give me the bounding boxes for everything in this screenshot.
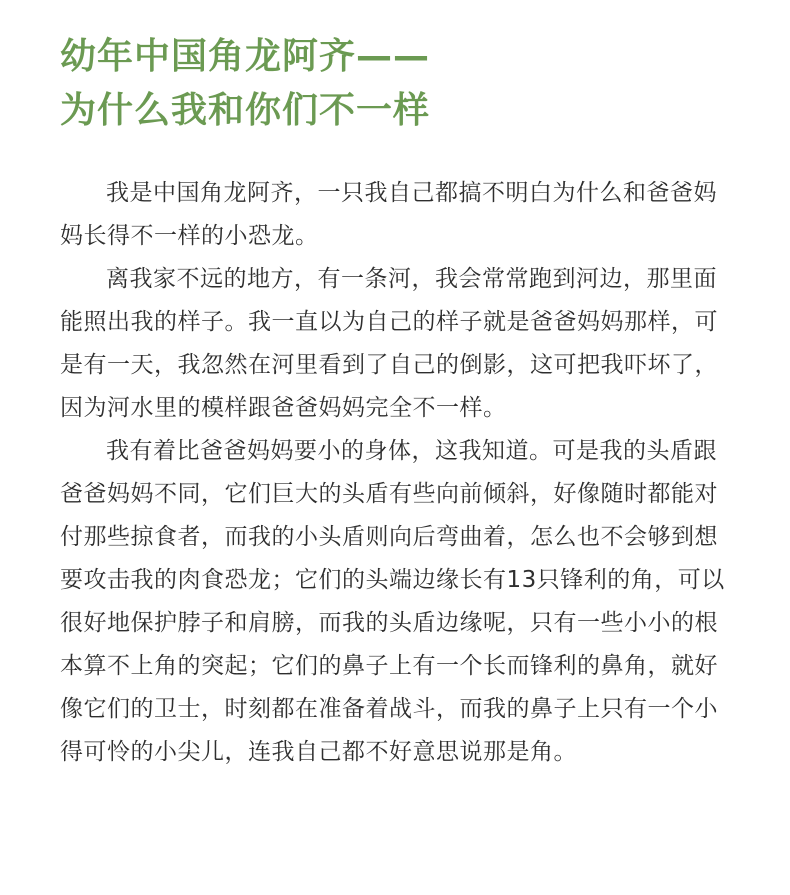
paragraph-2: 离我家不远的地方，有一条河，我会常常跑到河边，那里面能照出我的样子。我一直以为自己的样子就是爸爸妈妈那样，可是有一天，我忽然在河里看到了自己的倒影，这可把我吓坏了，因为河水里的模样跟爸爸妈妈完全不一样。 bbox=[60, 266, 718, 421]
chapter-title-line-2: 为什么我和你们不一样 bbox=[60, 90, 431, 131]
story-body bbox=[60, 172, 740, 774]
chapter-title-line-1: 幼年中国角龙阿齐—— bbox=[60, 36, 431, 77]
chapter-title bbox=[60, 30, 430, 138]
paragraph-1: 我是中国角龙阿齐，一只我自己都搞不明白为什么和爸爸妈妈长得不一样的小恐龙。 bbox=[60, 180, 717, 249]
paragraph-3: 我有着比爸爸妈妈要小的身体，这我知道。可是我的头盾跟爸爸妈妈不同，它们巨大的头盾有些向前倾斜，好像随时都能对付那些掠食者，而我的小头盾则向后弯曲着，怎么也不会够到想要攻击我的肉食恐龙；它们的头端边缘长有13只锋利的角，可以很好地保护脖子和肩膀，而我的头盾边缘呢，只有一些小小的根本算不上角的突起；它们的鼻子上有一个长而锋利的鼻角，就好像它们的卫士，时刻都在准备着战斗，而我的鼻子上只有一个小得可怜的小尖儿，连我自己都不好意思说那是角。 bbox=[60, 438, 725, 765]
